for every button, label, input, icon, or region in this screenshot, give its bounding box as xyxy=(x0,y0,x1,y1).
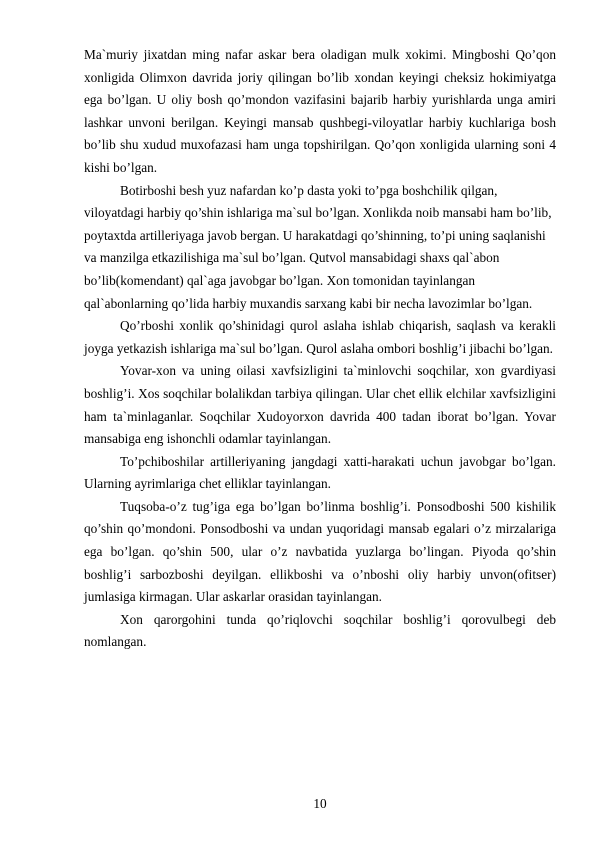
page-number: 10 xyxy=(313,796,327,811)
paragraph-qorboshi: Qo’rboshi xonlik qo’shinidagi qurol aslaha ishlab chiqarish, saqlash va kerakli joyga yetkazish ishlariga ma`sul bo’lgan. Qurol aslaha ombori boshlig’i jibachi bo’lgan. xyxy=(84,318,556,356)
paragraph-topchiboshilar: To’pchiboshilar artilleriyaning jangdagi xatti-harakati uchun javobgar bo’lgan. Ularning ayrimlariga chet elliklar tayinlangan. xyxy=(84,453,556,492)
document-page xyxy=(84,44,556,654)
paragraph-tuqsoba: Tuqsoba-o’z tug’iga ega bo’lgan bo’linma boshlig’i. Ponsodboshi 500 kishilik qo’shin qo’mondoni. Ponsodboshi va undan yuqoridagi mansab egalari o’z mirzalariga ega bo’lgan. qo’shin 500, ular o’z navbatida yuzlarga bo’lingan. Piyoda qo’shin boshlig’i sarbozboshi deyilgan. ellikboshi va o’nboshi oliy harbiy unvon(ofitser) jumlasiga kirmagan. Ular askarlar orasidan tayinlangan. xyxy=(84,498,556,605)
paragraph-yovar: Yovar-xon va uning oilasi xavfsizligini ta`minlovchi soqchilar, xon gvardiyasi boshlig’i. Xos soqchilar bolalikdan tarbiya qilingan. Ular chet ellik elchilar xavfsizligini ham ta`minlaganlar. Soqchilar Xudoyorxon davrida 400 tadan iborat bo’lgan. Yovar mansabiga eng ishonchli odamlar tayinlangan. xyxy=(84,363,556,447)
paragraph-botirboshi: Botirboshi besh yuz nafardan ko’p dasta yoki to’pga boshchilik qilgan, viloyatdagi harbiy qo’shin ishlariga ma`sul bo’lgan. Xonlikda noib mansabi ham bo’lib, poytaxtda artilleriyaga javob bergan. U harakatdagi qo’shinning, to’pi uning saqlanishi va manzilga etkazilishiga ma`sul bo’lgan. Qutvol mansabidagi shaxs qal`abon bo’lib(komendant) qal`aga javobgar bo’lgan. Xon tomonidan tayinlangan qal`abonlarning qo’lida harbiy muxandis sarxang kabi bir necha lavozimlar bo’lgan. xyxy=(84,182,552,311)
paragraph-qorovulbegi: Xon qarorgohini tunda qo’riqlovchi soqchilar boshlig’i qorovulbegi deb nomlangan. xyxy=(84,611,556,650)
paragraph-mingboshi: Ma`muriy jixatdan ming nafar askar bera oladigan mulk xokimi. Mingboshi Qo’qon xonligida Olimxon davrida joriy qilingan bo’lib xondan keyingi cheksiz hokimiyatga ega bo’lgan. U oliy bosh qo’mondon vazifasini bajarib harbiy yurishlarda unga amiri lashkar unvoni berilgan. Keyingi mansab qushbegi-viloyatlar harbiy kuchlariga bosh bo’lib shu xudud muxofazasi ham unga topshirilgan. Qo’qon xonligida ularning soni 4 kishi bo’lgan. xyxy=(84,47,556,175)
